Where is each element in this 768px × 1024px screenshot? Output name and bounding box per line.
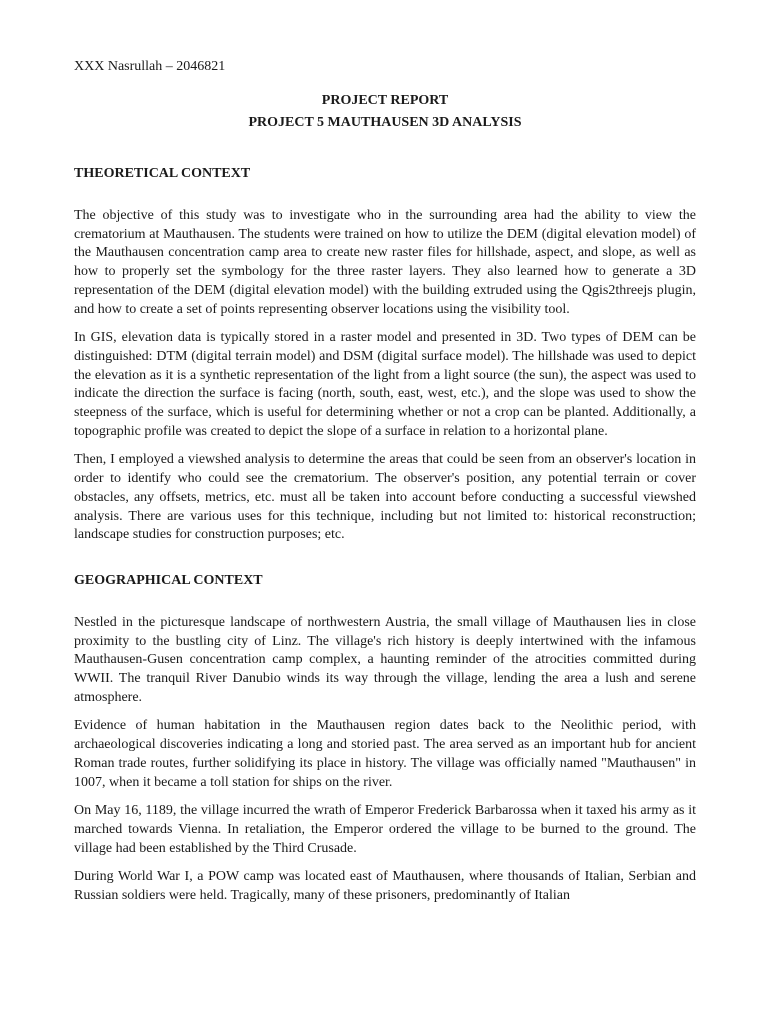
document-page [74, 58, 696, 916]
section-heading: THEORETICAL CONTEXT [74, 166, 251, 181]
paragraph: Nestled in the picturesque landscape of northwestern Austria, the small village of Mauthausen lies in close proximity to the bustling city of Linz. The village's rich history is deeply intertwined with the infamous Mauthausen-Gusen concentration camp complex, a haunting reminder of the atrocities committed during WWII. The tranquil River Danubio winds its way through the village, lending the area a lush and serene atmosphere. [74, 614, 696, 705]
paragraph: Evidence of human habitation in the Mauthausen region dates back to the Neolithic period, with archaeological discoveries indicating a long and storied past. The area served as an important hub for ancient Roman trade routes, further solidifying its place in history. The village was officially named "Mauthausen" in 1007, when it became a toll station for ships on the river. [74, 718, 696, 790]
paragraph: In GIS, elevation data is typically stored in a raster model and presented in 3D. Two types of DEM can be distinguished: DTM (digital terrain model) and DSM (digital surface model). The hillshade was used to depict the elevation as it is a synthetic representation of the light from a light source (the sun), the aspect was used to indicate the direction the surface is facing (north, south, east, west, etc.), and the slope was used to show the steepness of the surface, which is useful for determining whether or not a crop can be planted. Additionally, a topographic profile was created to depict the slope of a surface in relation to a horizontal plane. [74, 330, 696, 439]
paragraph: The objective of this study was to investigate who in the surrounding area had the ability to view the crematorium at Mauthausen. The students were trained on how to utilize the DEM (digital elevation model) of the Mauthausen concentration camp area to create new raster files for hillshade, aspect, and slope, as well as how to properly set the symbology for the three raster layers. They also learned how to generate a 3D representation of the DEM (digital elevation model) with the building extruded using the Qgis2threejs plugin, and how to create a set of points representing observer locations using the visibility tool. [74, 208, 696, 317]
section-geographical-context [74, 572, 696, 906]
paragraph: Then, I employed a viewshed analysis to determine the areas that could be seen from an observer's location in order to identify who could see the crematorium. The observer's position, any potential terrain or cover obstacles, any offsets, metrics, etc. must all be taken into account before conducting a successful viewshed analysis. There are various uses for this technique, including but not limited to: historical reconstruction; landscape studies for construction purposes; etc. [74, 452, 696, 543]
section-heading: GEOGRAPHICAL CONTEXT [74, 572, 263, 588]
author-line: XXX Nasrullah – 2046821 [74, 59, 226, 74]
report-title: PROJECT REPORT [321, 93, 449, 108]
paragraph: On May 16, 1189, the village incurred the wrath of Emperor Frederick Barbarossa when it taxed his army as it marched towards Vienna. In retaliation, the Emperor ordered the village to be burned to the ground. The village had been established by the Third Crusade. [74, 803, 696, 856]
project-title: PROJECT 5 MAUTHAUSEN 3D ANALYSIS [248, 115, 522, 130]
paragraph: During World War I, a POW camp was located east of Mauthausen, where thousands of Italian, Serbian and Russian soldiers were held. Tragically, many of these prisoners, predominantly of Italian [74, 869, 696, 904]
section-theoretical-context [74, 165, 696, 545]
